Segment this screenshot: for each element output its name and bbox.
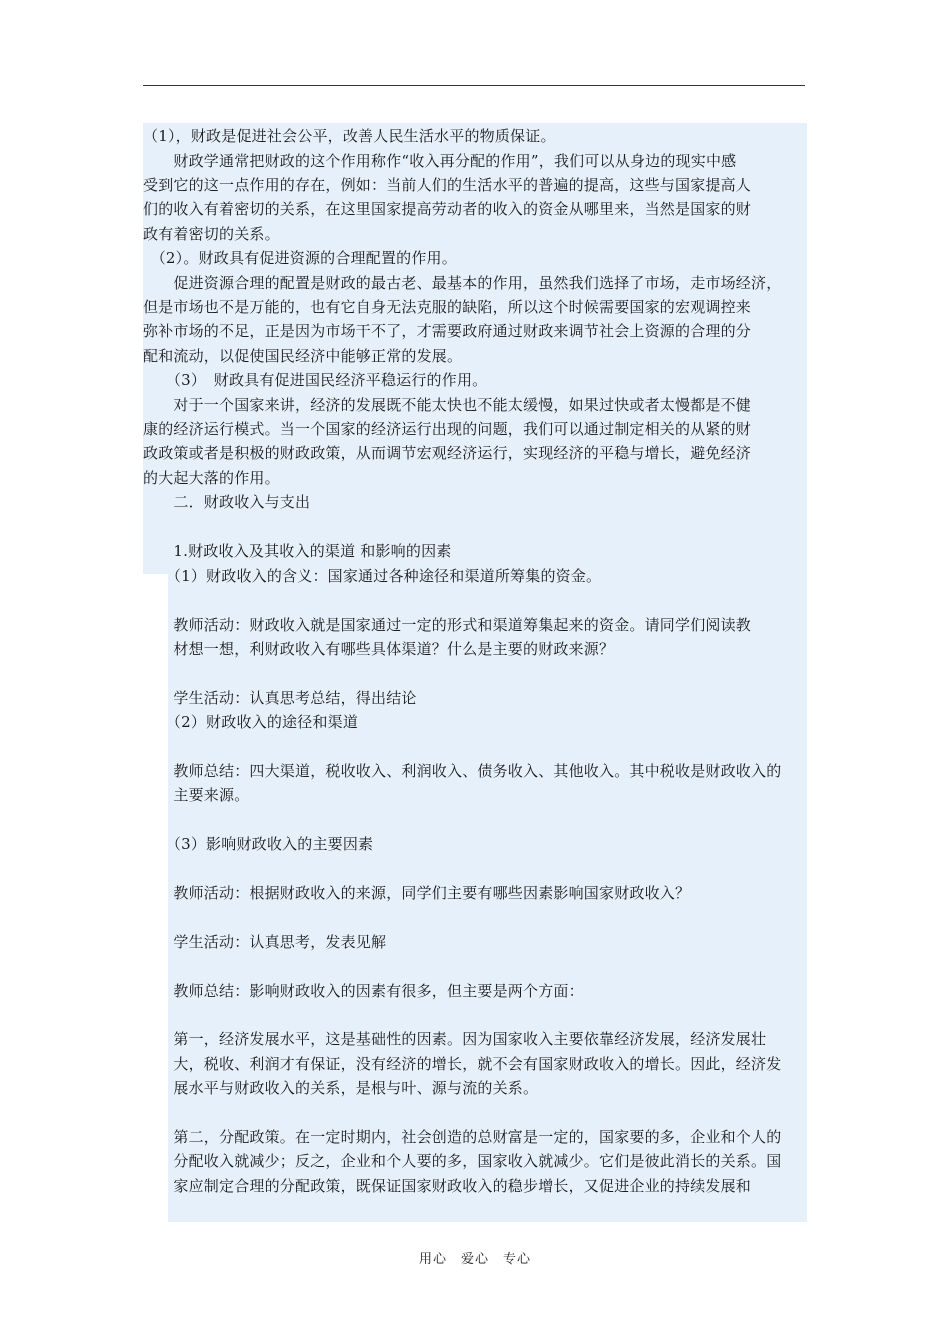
- paragraph-line: 政有着密切的关系。: [143, 225, 280, 243]
- paragraph-line: 弥补市场的不足，正是因为市场干不了，才需要政府通过财政来调节社会上资源的合理的分: [143, 322, 752, 340]
- paragraph-line: 1.财政收入及其收入的渠道 和影响的因素: [143, 542, 452, 560]
- paragraph-line: 材想一想，利财政收入有哪些具体渠道？什么是主要的财政来源？: [143, 640, 615, 658]
- paragraph-line: 学生活动：认真思考，发表见解: [143, 933, 387, 951]
- paragraph-line: （2）财政收入的途径和渠道: [143, 713, 359, 731]
- paragraph-line: 分配收入就减少；反之，企业和个人要的多，国家收入就减少。它们是彼此消长的关系。国: [143, 1152, 782, 1170]
- paragraph-line: （1），财政是促进社会公平，改善人民生活水平的物质保证。: [143, 127, 556, 145]
- paragraph-line: 配和流动，以促使国民经济中能够正常的发展。: [143, 347, 463, 365]
- paragraph-line: 财政学通常把财政的这个作用称作“收入再分配的作用”，我们可以从身边的现实中感: [143, 152, 737, 170]
- paragraph-line: 对于一个国家来讲，经济的发展既不能太快也不能太缓慢，如果过快或者太慢都是不健: [143, 396, 752, 414]
- paragraph-line: 们的收入有着密切的关系，在这里国家提高劳动者的收入的资金从哪里来，当然是国家的财: [143, 200, 752, 218]
- paragraph-line: 受到它的这一点作用的存在，例如：当前人们的生活水平的普遍的提高，这些与国家提高人: [143, 176, 752, 194]
- paragraph-line: 展水平与财政收入的关系，是根与叶、源与流的关系。: [143, 1079, 539, 1097]
- paragraph-line: 家应制定合理的分配政策，既保证国家财政收入的稳步增长，又促进企业的持续发展和: [143, 1177, 752, 1195]
- paragraph-line: 大，税收、利润才有保证，没有经济的增长，就不会有国家财政收入的增长。因此，经济发: [143, 1055, 782, 1073]
- paragraph-line: 学生活动：认真思考总结，得出结论: [143, 689, 417, 707]
- paragraph-line: 教师总结：影响财政收入的因素有很多，但主要是两个方面：: [143, 982, 584, 1000]
- paragraph-line: 第一，经济发展水平，这是基础性的因素。因为国家收入主要依靠经济发展，经济发展壮: [143, 1030, 767, 1048]
- paragraph-line: 教师活动：根据财政收入的来源，同学们主要有哪些因素影响国家财政收入？: [143, 884, 691, 902]
- paragraph-line: 教师总结：四大渠道，税收收入、利润收入、债务收入、其他收入。其中税收是财政收入的: [143, 762, 782, 780]
- paragraph-line: （3）影响财政收入的主要因素: [143, 835, 374, 853]
- header-rule: [143, 85, 805, 86]
- paragraph-line: 的大起大落的作用。: [143, 469, 280, 487]
- paragraph-line: 促进资源合理的配置是财政的最古老、最基本的作用，虽然我们选择了市场，走市场经济，: [143, 274, 782, 292]
- paragraph-line: 第二，分配政策。在一定时期内，社会创造的总财富是一定的，国家要的多，企业和个人的: [143, 1128, 782, 1146]
- paragraph-line: 主要来源。: [143, 786, 250, 804]
- paragraph-line: （2）。财政具有促进资源的合理配置的作用。: [143, 249, 457, 267]
- page-footer: 用心 爱心 专心: [418, 1252, 531, 1267]
- paragraph-line: 但是市场也不是万能的，也有它自身无法克服的缺陷，所以这个时候需要国家的宏观调控来: [143, 298, 752, 316]
- paragraph-line: 教师活动：财政收入就是国家通过一定的形式和渠道筹集起来的资金。请同学们阅读教: [143, 616, 752, 634]
- paragraph-line: （1）财政收入的含义：国家通过各种途径和渠道所筹集的资金。: [143, 567, 602, 585]
- paragraph-line: 二．财政收入与支出: [143, 493, 311, 511]
- paragraph-line: 康的经济运行模式。当一个国家的经济运行出现的问题，我们可以通过制定相关的从紧的财: [143, 420, 752, 438]
- paragraph-line: （3） 财政具有促进国民经济平稳运行的作用。: [143, 371, 488, 389]
- paragraph-line: 政政策或者是积极的财政政策，从而调节宏观经济运行，实现经济的平稳与增长，避免经济: [143, 444, 752, 462]
